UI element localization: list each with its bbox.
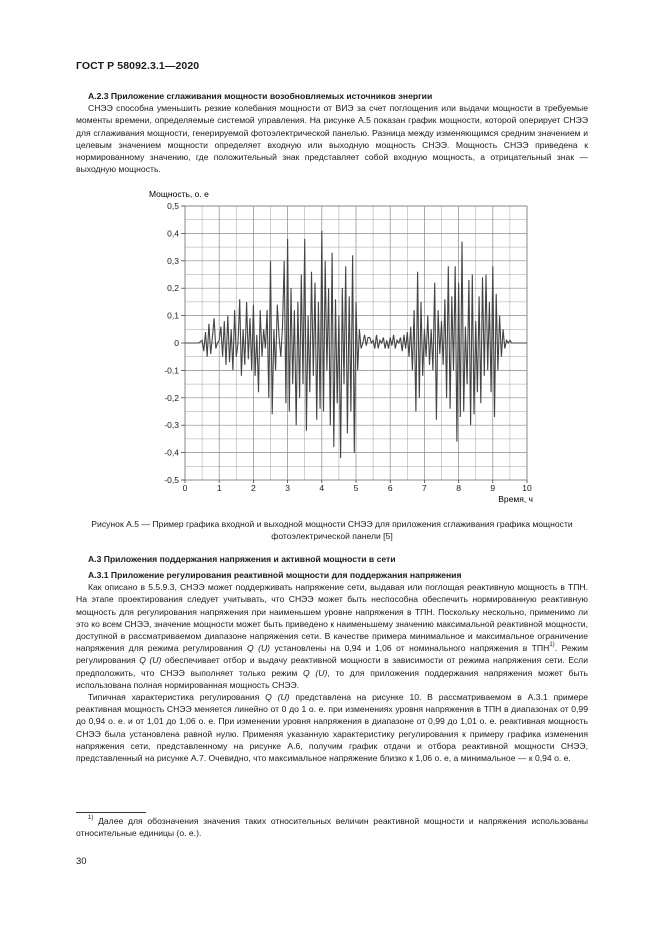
- x-tick-label: 10: [522, 483, 532, 493]
- section-a3: [76, 553, 588, 565]
- x-tick-label: 9: [490, 483, 496, 493]
- footnote: [76, 815, 588, 839]
- chart-y-ticks: [164, 201, 179, 485]
- x-tick-label: 5: [353, 483, 359, 493]
- x-tick-label: 0: [182, 483, 188, 493]
- x-tick-label: 6: [387, 483, 393, 493]
- section-a23-text: СНЭЭ способна уменьшить резкие колебания мощности от ВИЭ за счет поглощения или выдачи мощности в требуемые моменты времени, определяемые системой управления. На рисунке А.5 показан график мощности, которой оперирует СНЭЭ для сглаживания мощности, генерируемой фотоэлектрической панелью. Разница между изменяющимся средним значением и целевым значением мощности определяет входную или выходную мощность СНЭЭ. Мощность СНЭЭ приведена к нормированному значению, где положительный знак представляет собой входную мощность, а отрицательный знак — выходную мощность.: [76, 103, 588, 175]
- y-tick-label: 0,2: [167, 283, 179, 294]
- y-tick-label: 0,3: [167, 255, 179, 266]
- y-tick-label: -0,5: [164, 475, 179, 485]
- section-a23-heading: А.2.3 Приложение сглаживания мощности возобновляемых источников энергии: [88, 91, 433, 101]
- section-a31-heading: А.3.1 Приложение регулирования реактивной мощности для поддержания напряжения: [88, 570, 462, 580]
- section-a31-paragraph-1: Как описано в 5.5.9.3, СНЭЭ может поддерживать напряжение сети, выдавая или поглощая реактивную мощность в ТПН. На этапе проектирования следует учитывать, что СНЭЭ может быть неспособна обеспечить нормированную реактивную мощность для регулирования напряжения при наименьшем уровне напряжения в ТПН. Поскольку нескольно, применимо ли это ко всем СНЭЭ, значение мощности может быть приведено к наименьшему значению максимальной реактивной мощности, доступной в рассматриваемом диапазоне напряжения сети. В качестве примера минимальное и максимальное ограничение напряжения для режима регулирования Q (U) установлены на 0,94 и 1,06 от номинального напряжения в ТПН$^{1)}$. Режим регулирования Q (U) обеспечивает отбор и выдачу реактивной мощности в зависимости от режима напряжения сети. Если предположить, что СНЭЭ выполняет только режим Q (U), то для приложения поддержания напряжения может быть использована полная нормированная мощность СНЭЭ.: [76, 582, 589, 690]
- chart-y-axis-label: Мощность, о. е: [149, 189, 209, 199]
- y-tick-label: -0,4: [164, 447, 179, 458]
- y-tick-label: 0,4: [167, 228, 179, 239]
- section-a31-paragraph-2: Типичная характеристика регулирования Q (U) представлена на рисунке 10. В рассматриваемом в А.3.1 примере реактивная мощность СНЭЭ меняется линейно от 0 до 1 о. е. при изменениях уровня напряжения в ТПН в диапазонах от 0,99 до 0,94 о. е. и от 1,01 до 1,06 о. е. При изменении уровня напряжения в диапазоне от 0,99 до 1,01 о. е. реактивная мощность СНЭЭ была установлена равной нулю. Применяя указанную характеристику регулирования к примеру графика изменения напряжения сети, представленному на рисунке А.6, получим график отдачи и отбора реактивной мощности СНЭЭ, представленный на рисунке А.7. Очевидно, что максимальное напряжение близко к 1,06 о. е, а минимальное — к 0,94 о. е.: [76, 692, 588, 764]
- y-tick-label: -0,2: [164, 392, 179, 403]
- page-number: 30: [76, 856, 87, 867]
- x-tick-label: 8: [456, 483, 461, 493]
- footnote-text: Далее для обозначения значения таких относительных величин реактивной мощности и напряжения использованы относительные единицы (о. е.).: [76, 816, 589, 839]
- chart-x-axis-label: Время, ч: [498, 494, 533, 504]
- footnote-separator: [76, 812, 146, 813]
- document-header: ГОСТ Р 58092.3.1—2020: [76, 60, 200, 72]
- x-tick-label: 4: [319, 483, 325, 493]
- section-a23: [76, 90, 588, 175]
- y-tick-label: 0,1: [167, 310, 179, 321]
- power-chart: [145, 188, 535, 510]
- y-tick-label: 0,5: [167, 201, 179, 211]
- chart-x-ticks: [183, 483, 532, 493]
- x-tick-label: 3: [285, 483, 290, 493]
- footnote-mark: 1): [88, 815, 94, 821]
- footnote-ref: 1): [549, 642, 555, 649]
- y-tick-label: -0,3: [164, 420, 179, 431]
- section-a31: [76, 569, 588, 764]
- x-tick-label: 7: [422, 483, 427, 493]
- y-tick-label: 0: [174, 338, 179, 348]
- section-a3-heading: А.3 Приложения поддержания напряжения и активной мощности в сети: [88, 554, 396, 564]
- y-tick-label: -0,1: [164, 365, 179, 376]
- x-tick-label: 1: [216, 483, 222, 493]
- figure-caption: Рисунок А.5 — Пример графика входной и выходной мощности СНЭЭ для приложения сглаживания графика мощности фотоэлектрической панели [5]: [91, 519, 573, 542]
- x-tick-label: 2: [251, 483, 256, 493]
